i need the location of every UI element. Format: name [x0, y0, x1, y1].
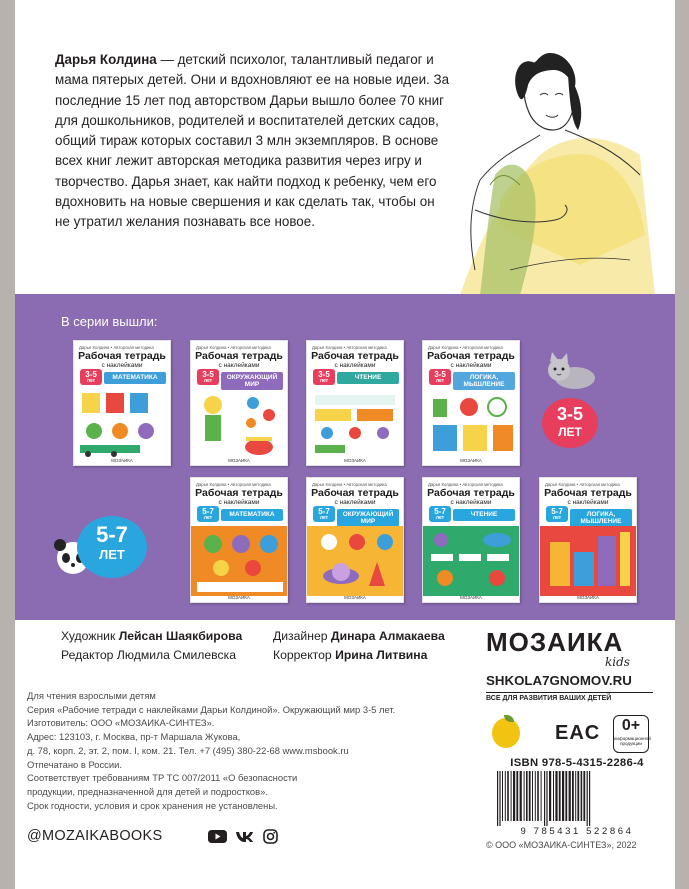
age-rating-value: 0+	[621, 717, 641, 734]
series-book[interactable]	[73, 340, 171, 466]
author-bio	[55, 50, 450, 233]
social-handle[interactable]: @MOZAIKABOOKS	[27, 828, 163, 844]
instagram-icon[interactable]	[263, 829, 278, 844]
book-cover-art	[191, 526, 288, 596]
book-cover-art	[74, 389, 171, 459]
author-portrait-illustration	[440, 35, 655, 295]
book-subtitle: с наклейками	[334, 499, 376, 506]
book-title: Рабочая тетрадь	[427, 487, 515, 499]
series-book[interactable]	[306, 477, 404, 603]
book-author: Дарья Колдина • Авторская методика	[428, 345, 503, 350]
book-age-badge: 5-7 лет	[197, 506, 219, 522]
book-subtitle: с наклейками	[450, 362, 492, 369]
series-book[interactable]	[190, 477, 288, 603]
book-age-badge: 3-5 лет	[313, 369, 335, 385]
barcode-bar	[546, 771, 547, 826]
barcode-bar	[541, 771, 542, 821]
book-subtitle: с наклейками	[450, 499, 492, 506]
book-author: Дарья Колдина • Авторская методика	[545, 482, 620, 487]
age-badge-3-5: 3-5 ЛЕТ	[542, 398, 598, 448]
book-subject: ЧТЕНИЕ	[453, 509, 515, 521]
book-publisher: МОЗАИКА	[344, 595, 366, 600]
book-subtitle: с наклейками	[567, 499, 609, 506]
publisher-website[interactable]: SHKOLA7GNOMOV.RU	[486, 673, 632, 688]
author-name: Дарья Колдина	[55, 52, 157, 67]
barcode-bar	[555, 771, 557, 821]
series-book[interactable]	[422, 477, 520, 603]
barcode-bar	[549, 771, 551, 821]
barcode-bar	[583, 771, 585, 821]
book-age-badge: 5-7 лет	[546, 506, 568, 522]
book-cover-art	[191, 389, 288, 459]
book-author: Дарья Колдина • Авторская методика	[312, 345, 387, 350]
book-age-badge: 3-5 лет	[197, 369, 219, 385]
book-cover-art	[423, 526, 520, 596]
publisher-logo: МОЗАИКА	[486, 627, 624, 657]
barcode-bar	[532, 771, 533, 821]
book-subtitle: с наклейками	[218, 362, 260, 369]
book-subject: МАТЕМАТИКА	[104, 372, 166, 384]
credit-designer: Дизайнер Динара Алмакаева	[273, 629, 445, 643]
book-publisher: МОЗАИКА	[111, 458, 133, 463]
book-cover-art	[307, 526, 404, 596]
legal-line: Соответствует требованиям ТР ТС 007/2011 «О безопасности	[27, 772, 298, 784]
book-subject: ЛОГИКА, МЫШЛЕНИЕ	[453, 372, 515, 390]
barcode-bar	[575, 771, 576, 821]
credits-left	[61, 627, 242, 665]
credits-right	[273, 627, 445, 665]
barcode-bar	[537, 771, 539, 821]
cat-illustration	[543, 352, 599, 390]
book-publisher: МОЗАИКА	[344, 458, 366, 463]
age-badge-5-7: 5-7 ЛЕТ	[77, 516, 147, 578]
isbn: ISBN 978-5-4315-2286-4	[510, 757, 644, 769]
credit-corrector: Корректор Ирина Литвина	[273, 648, 428, 662]
book-title: Рабочая тетрадь	[195, 487, 283, 499]
youtube-icon[interactable]	[208, 830, 227, 843]
barcode	[491, 771, 663, 826]
barcode-digits: 9 785431 522864	[520, 826, 634, 837]
book-title: Рабочая тетрадь	[311, 487, 399, 499]
barcode-bar	[587, 771, 588, 826]
barcode-bar	[581, 771, 583, 821]
book-cover-art	[423, 389, 520, 459]
series-book[interactable]	[190, 340, 288, 466]
book-subject: ОКРУЖАЮЩИЙ МИР	[337, 509, 399, 527]
publisher-logo-kids: kids	[605, 655, 630, 669]
book-subtitle: с наклейками	[101, 362, 143, 369]
book-age-badge: 3-5 лет	[429, 369, 451, 385]
book-author: Дарья Колдина • Авторская методика	[196, 345, 271, 350]
social-links	[27, 828, 162, 844]
book-subject: ЧТЕНИЕ	[337, 372, 399, 384]
book-author: Дарья Колдина • Авторская методика	[428, 482, 503, 487]
barcode-bar	[524, 771, 525, 821]
barcode-bar	[569, 771, 571, 821]
barcode-bar	[553, 771, 554, 821]
book-subtitle: с наклейками	[334, 362, 376, 369]
book-subtitle: с наклейками	[218, 499, 260, 506]
publisher-tagline: ВСЕ ДЛЯ РАЗВИТИЯ ВАШИХ ДЕТЕЙ	[486, 695, 612, 702]
barcode-bar	[589, 771, 590, 826]
eac-mark: EAC	[555, 722, 601, 744]
barcode-bar	[562, 771, 564, 821]
book-author: Дарья Колдина • Авторская методика	[196, 482, 271, 487]
book-author: Дарья Колдина • Авторская методика	[312, 482, 387, 487]
barcode-bar	[513, 771, 515, 821]
legal-line: Отпечатано в России.	[27, 758, 122, 770]
book-age-badge: 3-5 лет	[80, 369, 102, 385]
legal-line: Изготовитель: ООО «МОЗАИКА-СИНТЕЗ».	[27, 717, 215, 729]
barcode-bar	[507, 771, 509, 821]
book-subject: ЛОГИКА, МЫШЛЕНИЕ	[570, 509, 632, 527]
barcode-bar	[502, 771, 503, 821]
book-publisher: МОЗАИКА	[228, 595, 250, 600]
apple-icon	[492, 718, 520, 748]
barcode-bar	[505, 771, 506, 821]
series-book[interactable]	[539, 477, 637, 603]
book-title: Рабочая тетрадь	[544, 487, 632, 499]
barcode-bar	[565, 771, 567, 821]
barcode-bar	[529, 771, 531, 821]
book-publisher: МОЗАИКА	[577, 595, 599, 600]
barcode-bar	[572, 771, 574, 821]
logo-divider	[486, 692, 653, 693]
legal-line: Срок годности, условия и срок хранения не установлены.	[27, 799, 278, 811]
book-publisher: МОЗАИКА	[460, 458, 482, 463]
series-band	[15, 294, 675, 620]
series-book[interactable]	[306, 340, 404, 466]
book-cover-art	[307, 389, 404, 459]
barcode-bar	[511, 771, 512, 821]
vk-icon[interactable]	[235, 830, 254, 843]
barcode-bar	[544, 771, 545, 826]
author-bio-text: — детский психолог, талантливый педагог и мама пятерых детей. Они и вдохновляют ее на новые идеи. За последние 15 лет под авторством Дарьи вышло более 70 книг для дошкольников, родителей и воспитателей детских садов, общий тираж которых составил 3 млн экземпляров. В основе всех книг лежит авторская методика развития через игру и творчество. Дарья знает, как найти подход к ребенку, чем его вдохновить на новые свершения и как сделать так, чтобы он не утратил желания познавать все новое.	[55, 52, 450, 230]
barcode-bar	[497, 771, 498, 826]
barcode-bar	[577, 771, 579, 821]
barcode-bar	[499, 771, 500, 826]
book-subject: ОКРУЖАЮЩИЙ МИР	[221, 372, 283, 390]
book-title: Рабочая тетрадь	[195, 350, 283, 362]
certification-marks	[492, 715, 662, 755]
back-cover	[15, 0, 675, 889]
credit-editor: Редактор Людмила Смилевска	[61, 648, 236, 662]
book-cover-art	[540, 526, 637, 596]
legal-line: продукции, предназначенной для детей и подростков».	[27, 785, 268, 797]
copyright: © ООО «МОЗАИКА-СИНТЕЗ», 2022	[486, 840, 637, 850]
age-rating-mark	[613, 715, 649, 753]
barcode-bar	[535, 771, 536, 821]
legal-line: Для чтения взрослыми детям	[27, 690, 156, 701]
credit-artist: Художник Лейсан Шаякбирова	[61, 629, 243, 643]
book-title: Рабочая тетрадь	[427, 350, 515, 362]
series-book[interactable]	[422, 340, 520, 466]
barcode-bar	[559, 771, 561, 821]
book-title: Рабочая тетрадь	[78, 350, 166, 362]
legal-info	[27, 689, 467, 812]
barcode-bar	[526, 771, 528, 821]
legal-line: д. 78, корп. 2, эт. 2, пом. I, ком. 21. Тел. +7 (495) 380-22-68 www.msbook.ru	[27, 744, 349, 756]
book-publisher: МОЗАИКА	[228, 458, 250, 463]
book-publisher: МОЗАИКА	[460, 595, 482, 600]
barcode-bar	[520, 771, 522, 821]
legal-line: Серия «Рабочие тетради с наклейками Дарьи Колдиной». Окружающий мир 3-5 лет.	[27, 703, 396, 715]
legal-line: Адрес: 123103, г. Москва, пр-т Маршала Жукова,	[27, 731, 241, 743]
book-subject: МАТЕМАТИКА	[221, 509, 283, 521]
book-author: Дарья Колдина • Авторская методика	[79, 345, 154, 350]
book-title: Рабочая тетрадь	[311, 350, 399, 362]
book-age-badge: 5-7 лет	[313, 506, 335, 522]
barcode-bar	[516, 771, 518, 821]
age-rating-caption: информационной продукции	[614, 736, 651, 746]
series-label: В серии вышли:	[61, 314, 158, 329]
book-age-badge: 5-7 лет	[429, 506, 451, 522]
